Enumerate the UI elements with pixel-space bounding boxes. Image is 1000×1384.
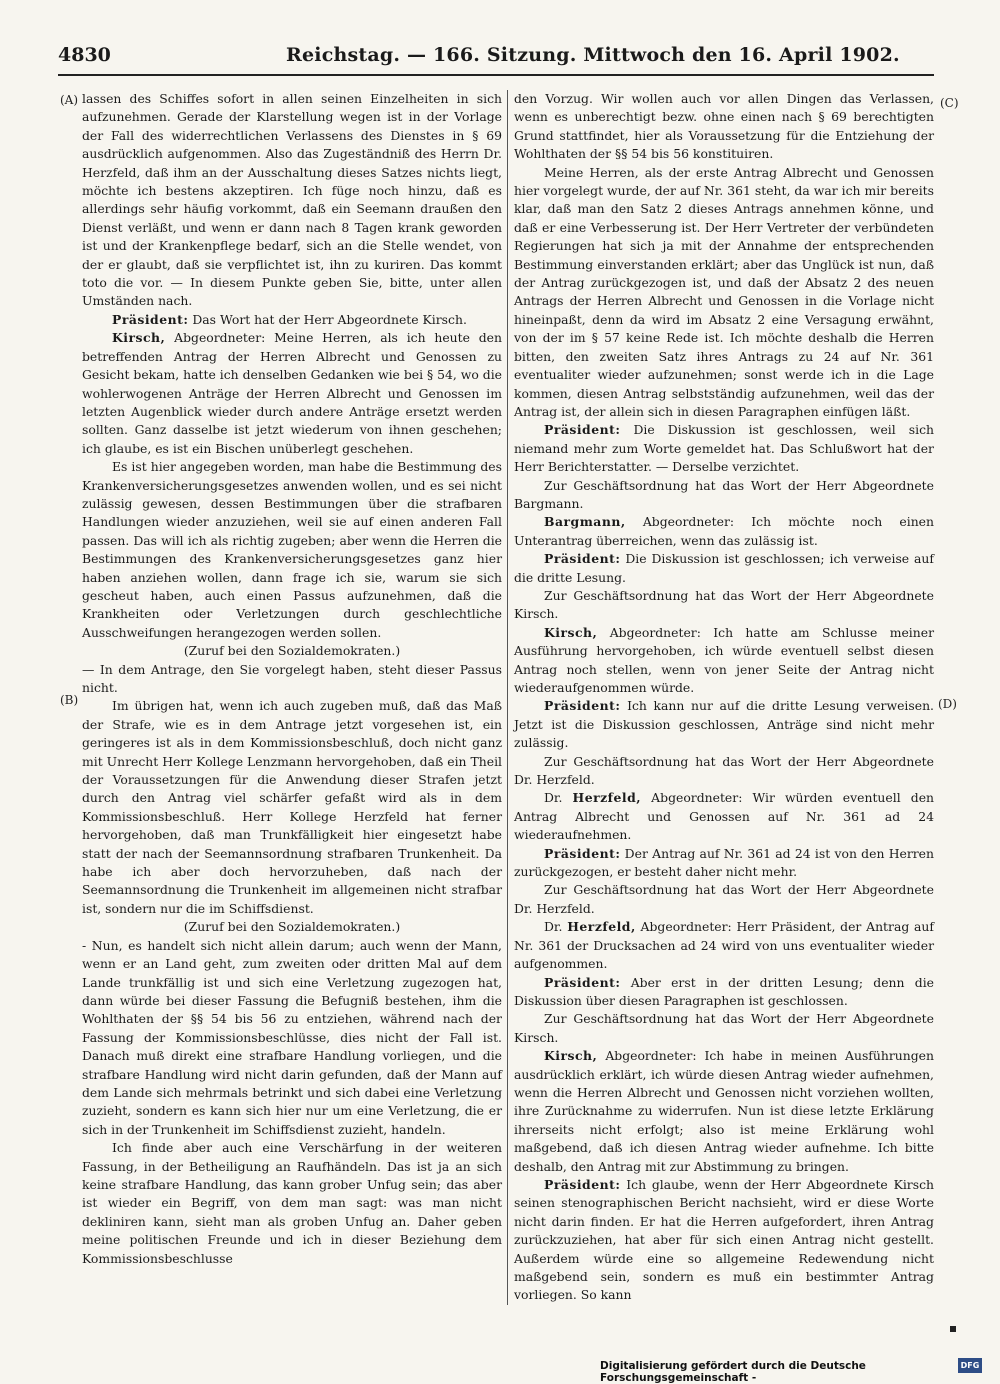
paragraph-text: Ich finde aber auch eine Verschärfung in der weiteren Fassung, in der Betheiligung an Raufhändeln. Das ist ja an sich keine strafbare Handlung, das kann grober Unfug sein; das aber ist wieder ein Begriff, von dem man sagt: was man nicht dekliniren kann, sieht man als groben Unfug an. Daher geben meine politischen Freunde und ich in dieser Beziehung dem Kommissionsbeschlusse — [82, 1140, 502, 1266]
paragraph — [514, 1176, 934, 1305]
speaker-name: Kirsch, — [544, 624, 598, 640]
margin-mark-b: (B) — [60, 693, 79, 707]
speaker-name: Kirsch, — [544, 1048, 598, 1064]
paragraph-text: Das Wort hat der Herr Abgeordnete Kirsch. — [188, 311, 467, 327]
paragraph-text: Der Antrag auf Nr. 361 ad 24 ist von den Herren zurückgezogen, er besteht daher nicht mehr. — [514, 845, 934, 880]
paragraph-text: — In dem Antrage, den Sie vorgelegt haben, steht dieser Passus nicht. — [82, 661, 502, 695]
paragraph — [514, 90, 934, 164]
paragraph — [514, 789, 934, 844]
page-number: 4830 — [58, 44, 111, 66]
paragraph-text: Abgeordneter: Meine Herren, als ich heute den betreffenden Antrag der Herren Albrecht und Genossen zu Gesicht bekam, hatte ich denselben Gedanken wie bei § 54, wo die wohlerwogenen Anträge der Herren Albrecht und Genossen im letzten Augenblick wieder durch andere Anträge ersetzt werden sollten. Ganz dasselbe ist jetzt wiederum von ihnen geschehen; ich glaube, es ist ein Bischen unüberlegt geschehen. — [82, 330, 502, 456]
paragraph — [514, 974, 934, 1011]
paragraph — [82, 642, 502, 660]
speaker-name: Herzfeld, — [567, 919, 636, 935]
paragraph-text: Aber erst in der dritten Lesung; denn die Diskussion über diesen Paragraphen ist geschlossen. — [514, 974, 934, 1008]
paragraph — [82, 697, 502, 918]
paragraph — [514, 753, 934, 790]
paragraph-text: Zur Geschäftsordnung hat das Wort der Herr Abgeordnete Dr. Herzfeld. — [514, 753, 934, 788]
paragraph — [82, 937, 502, 1139]
paragraph — [82, 661, 502, 698]
paragraph — [514, 697, 934, 752]
paragraph-text: Es ist hier angegeben worden, man habe die Bestimmung des Krankenversicherungsgesetzes anwenden wollen, und es sei nicht zulässig gewesen, dessen Bestimmungen über die strafbaren Handlungen wieder anzuziehen, weil sie auf einen anderen Fall passen. Das will ich als richtig zugeben; aber wenn die Herren die Bestimmungen des Krankenversicherungsgesetzes ganz hier haben anziehen wollen, dann frage ich sie, warum sie sich gescheut haben, auch einen Passus aufzunehmen, daß die Krankheiten oder Verletzungen durch geschlechtliche Ausschweifungen herangezogen werden sollen. — [82, 459, 502, 640]
paragraph — [514, 624, 934, 698]
paragraph — [82, 918, 502, 936]
end-mark — [950, 1326, 956, 1332]
paragraph-text: Abgeordneter: Herr Präsident, der Antrag auf Nr. 361 der Drucksachen ad 24 wird von uns eventualiter wieder aufgenommen. — [514, 919, 934, 972]
paragraph-text: Die Diskussion ist geschlossen, weil sich niemand mehr zum Worte gemeldet hat. Das Schlußwort hat der Herr Berichterstatter. — Derselbe verzichtet. — [514, 422, 934, 475]
dfg-logo: DFG — [958, 1358, 982, 1373]
paragraph-text: Abgeordneter: Wir würden eventuell den Antrag Albrecht und Genossen auf Nr. 361 ad 24 wiederaufnehmen. — [514, 790, 935, 843]
paragraph — [514, 587, 934, 624]
speaker-name: Präsident: — [544, 1176, 621, 1192]
paragraph-text: Ich glaube, wenn der Herr Abgeordnete Kirsch seinen stenographischen Bericht nachsieht, wird er diese Worte nicht darin finden. Er hat die Herren aufgefordert, ihren Antrag zurückzuziehen, hat aber für sich einen Antrag nicht gestellt. Außerdem würde eine so allgemeine Redewendung nicht maßgebend sein, sondern es muß ein bestimmter Antrag vorliegen. So kann — [514, 1176, 934, 1303]
paragraph — [514, 164, 934, 422]
paragraph — [514, 421, 934, 476]
left-column — [82, 90, 502, 1268]
paragraph-text: Die Diskussion ist geschlossen; ich verweise auf die dritte Lesung. — [514, 551, 934, 585]
margin-mark-a: (A) — [60, 93, 79, 107]
paragraph-text: Im übrigen hat, wenn ich auch zugeben muß, daß das Maß der Strafe, wie es in dem Antrage jetzt vorgesehen ist, ein geringeres ist als in dem Kommissionsbeschluß, doch nicht ganz mit Unrecht Herr Kollege Lenzmann hervorgehoben, daß ein Theil der Voraussetzungen für die Anwendung dieser Strafen jetzt durch den Antrag viel schärfer gefaßt wird als in dem Kommissionsbeschluß. Herr Kollege Herzfeld hat ferner hervorgehoben, daß man Trunkfälligkeit hier eingesetzt habe statt der nach der Seemannsordnung strafbaren Trunkenheit. Da habe ich aber doch hervorzuheben, daß nach der Seemannsordnung die Trunkenheit im allgemeinen nicht strafbar ist, sondern nur die im Schiffsdienst. — [82, 698, 502, 916]
paragraph — [514, 550, 934, 587]
paragraph — [82, 311, 502, 329]
paragraph-text: Zur Geschäftsordnung hat das Wort der Herr Abgeordnete Kirsch. — [514, 1011, 934, 1045]
speaker-prefix: Dr. — [544, 790, 573, 806]
paragraph-text: den Vorzug. Wir wollen auch vor allen Dingen das Verlassen, wenn es unberechtigt bezw. ohne einen nach § 69 berechtigten Grund stattfindet, hier als Voraussetzung für die Entziehung der Wohlthaten der §§ 54 bis 56 konstituiren. — [514, 91, 934, 162]
paragraph — [514, 477, 934, 514]
margin-mark-d: (D) — [938, 697, 957, 711]
paragraph — [514, 1047, 934, 1176]
margin-mark-c: (C) — [940, 96, 959, 110]
paragraph-text: Abgeordneter: Ich habe in meinen Ausführungen ausdrücklich erklärt, ich würde diesen Antrag wieder aufnehmen, wenn die Herren Albrecht und Genossen nicht vorziehen wollten, ihre Zurücknahme zu widerrufen. Nun ist diese letzte Erklärung ihrerseits nicht erfolgt; also ist meine Erklärung wohl maßgebend, daß ich diesen Antrag wieder aufnehme. Ich bitte deshalb, den Antrag mit zur Abstimmung zu bringen. — [514, 1048, 934, 1174]
paragraph — [514, 513, 934, 550]
paragraph-text: (Zuruf bei den Sozialdemokraten.) — [183, 643, 401, 659]
speaker-name: Präsident: — [544, 974, 621, 990]
paragraph-text: Abgeordneter: Ich möchte noch einen Unterantrag überreichen, wenn das zulässig ist. — [514, 514, 934, 548]
speaker-name: Präsident: — [544, 422, 621, 438]
footer-credit: Digitalisierung gefördert durch die Deutsche Forschungsgemeinschaft - — [600, 1360, 866, 1384]
speaker-name: Präsident: — [544, 698, 621, 714]
page-header — [58, 42, 938, 70]
paragraph-text: Abgeordneter: Ich hatte am Schlusse meiner Ausführung hervorgehoben, ich würde eventuell selbst diesen Antrag noch stellen, wenn von jener Seite der Antrag nicht wiederaufgenommen würde. — [514, 624, 934, 695]
speaker-name: Präsident: — [544, 845, 621, 861]
header-rule — [58, 74, 934, 76]
paragraph — [82, 458, 502, 642]
paragraph-text: Zur Geschäftsordnung hat das Wort der Herr Abgeordnete Dr. Herzfeld. — [514, 882, 934, 916]
speaker-prefix: Dr. — [544, 919, 568, 935]
speaker-name: Kirsch, — [112, 330, 166, 346]
paragraph — [514, 918, 934, 973]
speaker-name: Bargmann, — [544, 514, 626, 530]
speaker-name: Präsident: — [112, 311, 189, 327]
paragraph — [514, 845, 934, 882]
running-head: Reichstag. — 166. Sitzung. Mittwoch den 16. April 1902. — [286, 44, 900, 66]
paragraph-text: Meine Herren, als der erste Antrag Albrecht und Genossen hier vorgelegt wurde, der auf Nr. 361 steht, da war ich mir bereits klar, daß man den Satz 2 dieses Antrags annehmen könne, und daß er eine Verbesserung ist. Der Herr Vertreter der verbündeten Regierungen hat sich ja mit der Annahme der entsprechenden Bestimmung einverstanden erklärt; aber das Unglück ist nun, daß der Antrag zurückgezogen ist, und daß der Absatz 2 des neuen Antrags der Herren Albrecht und Genossen in die Vorlage nicht hineinpaßt, denn da wird im Absatz 2 eine Versagung erwähnt, von der im § 57 keine Rede ist. Ich möchte deshalb die Herren bitten, den zweiten Satz ihres Antrags zu 24 auf Nr. 361 eventualiter wieder aufzunehmen; sonst werde ich in die Lage kommen, diesen Antrag selbstständig aufzunehmen, weil das der Antrag ist, der allein sich in diesen Paragraphen einfügen läßt. — [514, 164, 934, 419]
paragraph-text: Zur Geschäftsordnung hat das Wort der Herr Abgeordnete Bargmann. — [514, 477, 934, 511]
paragraph-text: Zur Geschäftsordnung hat das Wort der Herr Abgeordnete Kirsch. — [514, 587, 934, 622]
speaker-name: Präsident: — [544, 551, 621, 567]
column-divider — [507, 90, 508, 1305]
speaker-name: Herzfeld, — [572, 790, 642, 806]
paragraph-text: (Zuruf bei den Sozialdemokraten.) — [183, 919, 401, 935]
paragraph-text: Ich kann nur auf die dritte Lesung verweisen. Jetzt ist die Diskussion geschlossen, Anträge sind nicht mehr zulässig. — [514, 698, 934, 751]
paragraph-text: lassen des Schiffes sofort in allen seinen Einzelheiten in sich aufzunehmen. Gerade der Klarstellung wegen ist in der Vorlage der Fall des widerrechtlichen Verlassens des Dienstes in § 69 ausdrücklich aufgenommen. Also das Zugeständniß des Herrn Dr. Herzfeld, daß ihm an der Ausschaltung dieses Satzes nichts liegt, möchte ich bestens akzeptiren. Ich füge noch hinzu, daß es allerdings sehr häufig vorkommt, daß ein Seemann draußen den Dienst verläßt, und wenn er dann nach 8 Tagen krank geworden ist und der Krankenpflege bedarf, sich an die Stelle wendet, von der er glaubt, daß sie verpflichtet ist, ihn zu kuriren. Das kommt toto die vor. — In diesem Punkte geben Sie, bitte, unter allen Umständen nach. — [82, 91, 502, 309]
paragraph — [514, 881, 934, 918]
right-column — [514, 90, 934, 1305]
paragraph-text: - Nun, es handelt sich nicht allein darum; auch wenn der Mann, wenn er an Land geht, zum zweiten oder dritten Mal auf dem Lande trunkfällig ist und sich eine Verletzung zugezogen hat, dann würde bei dieser Fassung die Befugniß bestehen, ihm die Wohlthaten der §§ 54 bis 56 zu entziehen, während nach der Fassung der Kommissionsbeschlüsse, dies nicht der Fall ist. Danach muß direkt eine strafbare Handlung vorliegen, und die strafbare Handlung wird nicht darin gefunden, daß der Mann auf dem Lande sich mehrmals betrinkt und sich dabei eine Verletzung zuzieht, sondern es kann sich hier nur um eine Verletzung, die er sich in der Trunkenheit im Schiffsdienst zuzieht, handeln. — [82, 937, 502, 1137]
paragraph — [514, 1010, 934, 1047]
paragraph — [82, 1139, 502, 1268]
paragraph — [82, 329, 502, 458]
paragraph — [82, 90, 502, 311]
